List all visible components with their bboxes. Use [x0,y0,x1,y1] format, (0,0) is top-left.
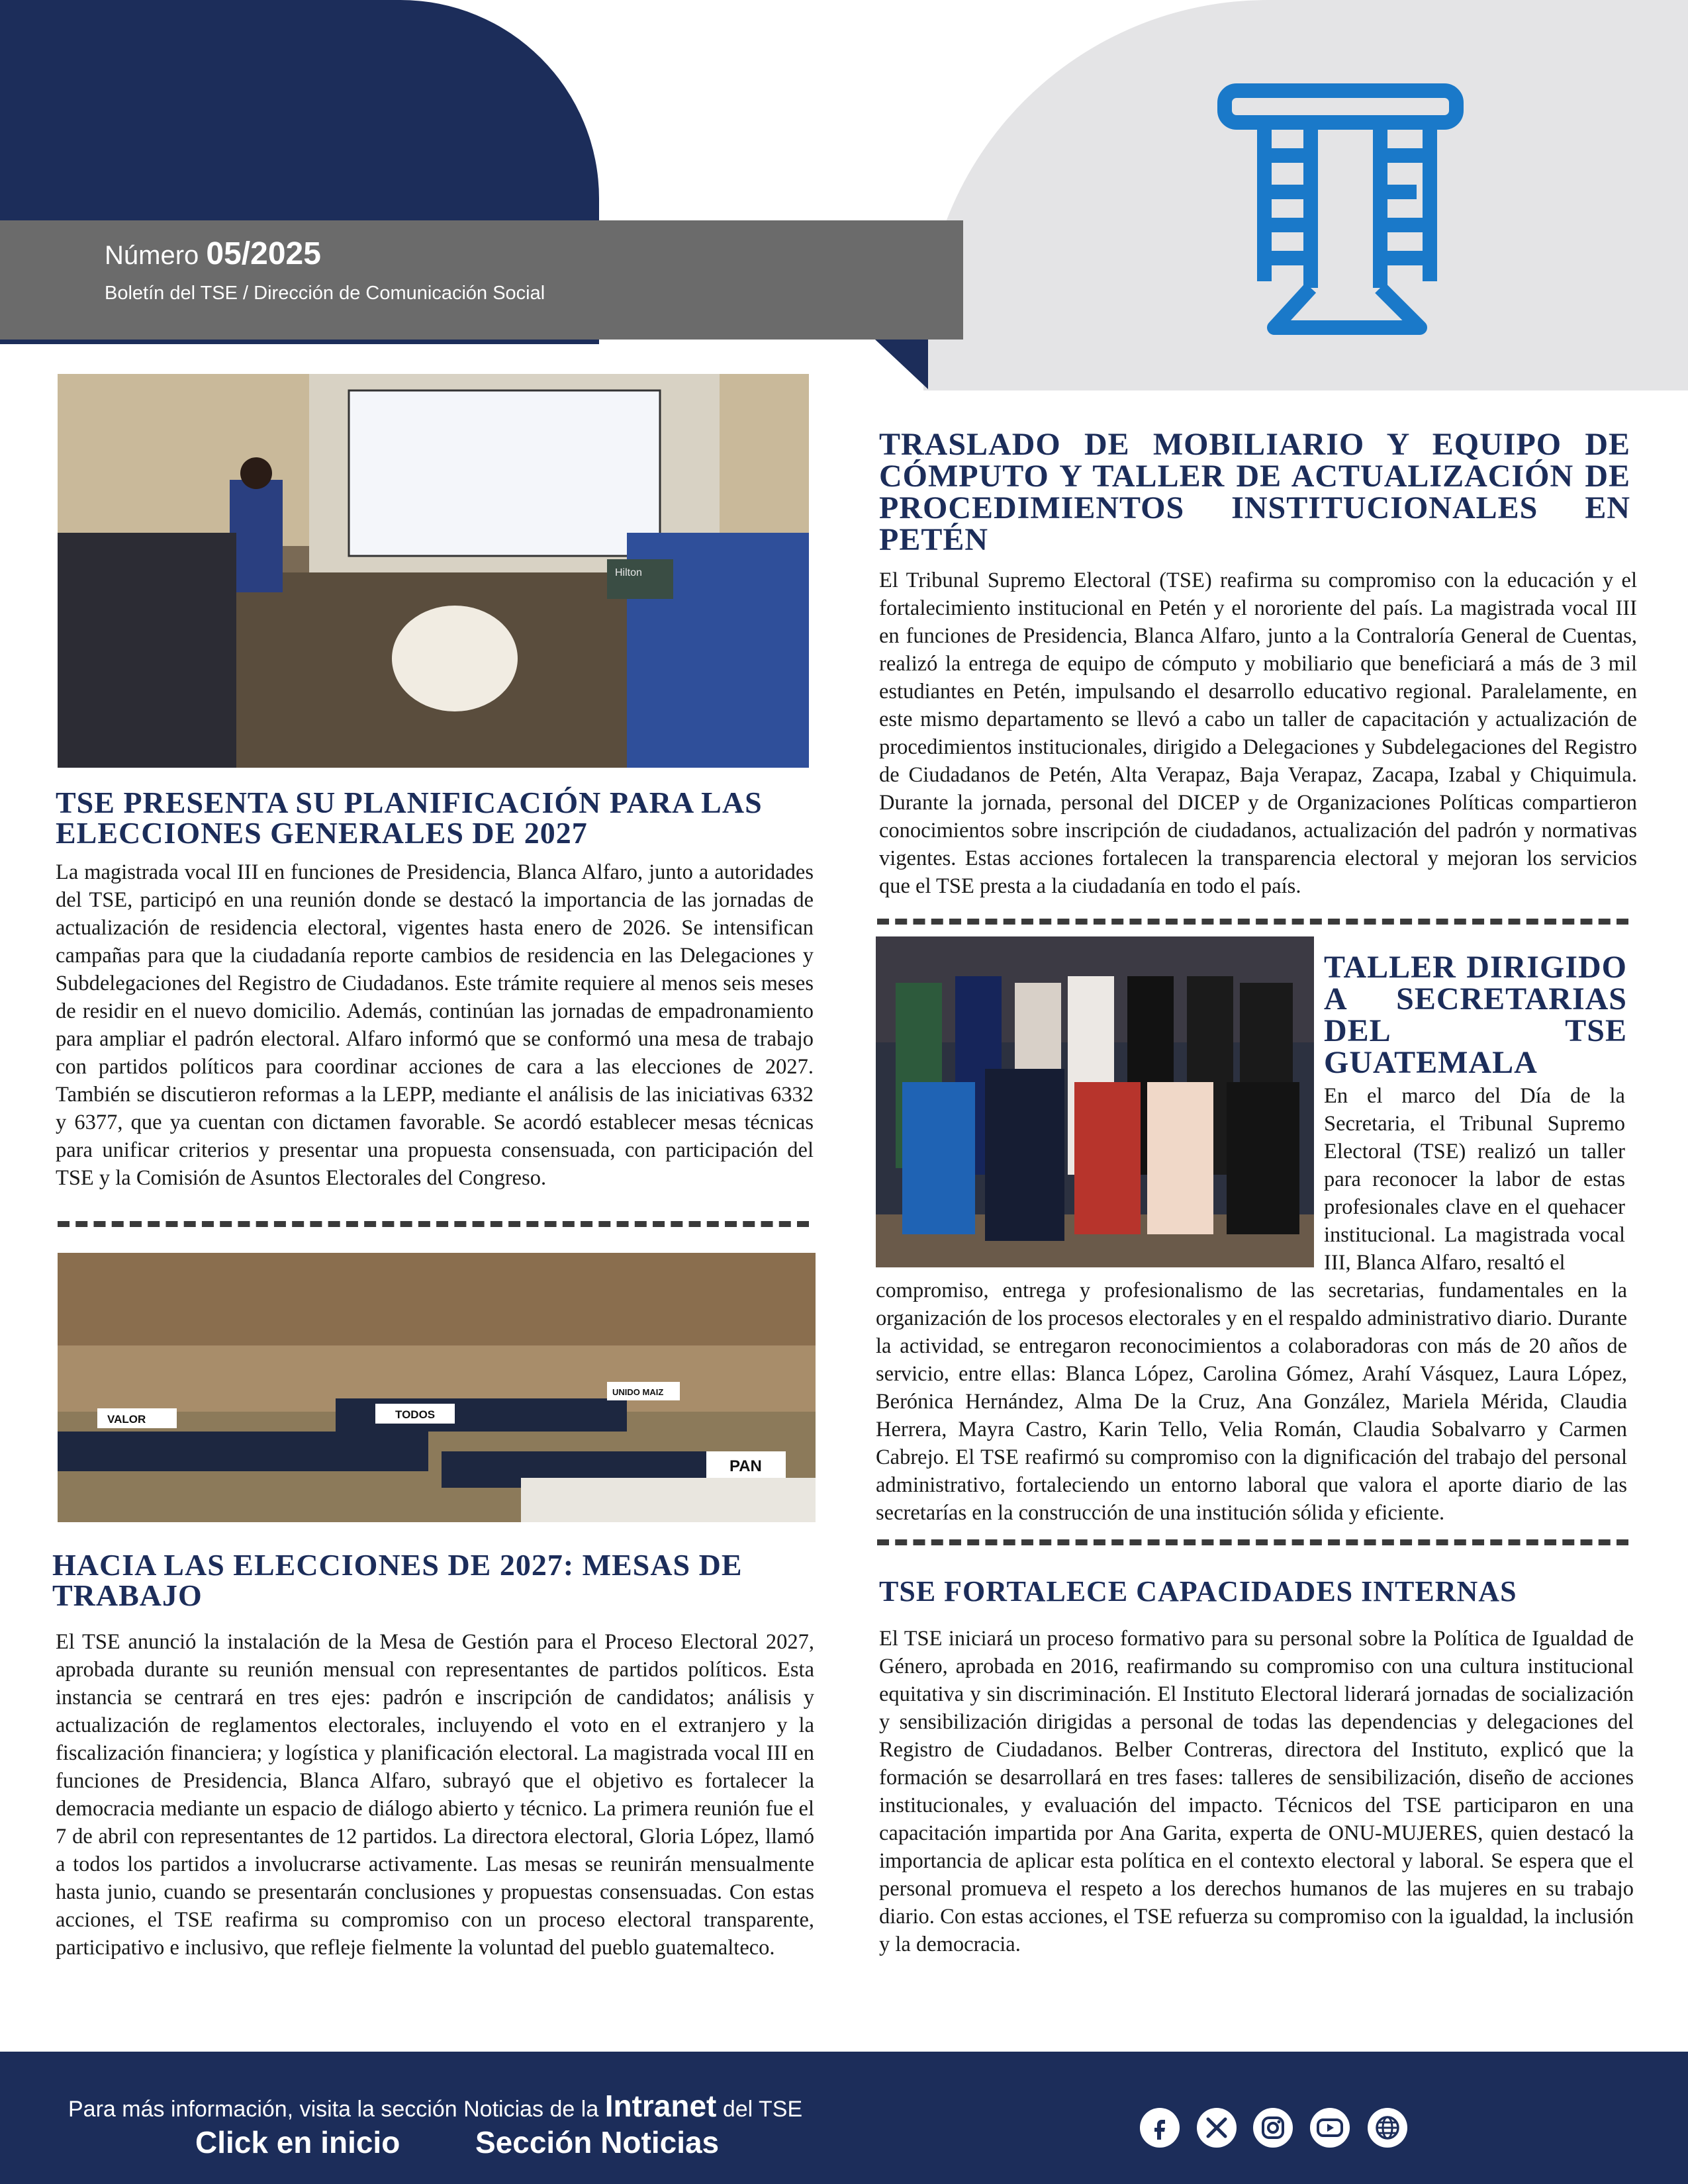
footer-info-text [68,2088,802,2124]
body-secretarias-side: En el marco del Día de la Secretaria, el Tribunal Supremo Electoral (TSE) realizó un taller para reconocer la labor de estas profesionales clave en el quehacer institucional. La magistrada vocal III, Blanca Alfaro, resaltó el [1324,1084,1625,1275]
divider [58,1221,809,1227]
youtube-icon[interactable] [1310,2108,1350,2148]
issue-label: Número [105,241,199,270]
table-sign-unido-maiz: UNIDO MAIZ [612,1387,664,1397]
body-traslado: El Tribunal Supremo Electoral (TSE) reafirma su compromiso con la educación y el fortalecimiento institucional en Petén y el nororiente del país. La magistrada vocal III en funciones de Presidencia, Blanca Alfaro, junto a la Contraloría General de Cuentas, realizó la entrega de equipo de cómputo y mobiliario que beneficiará a más de 3 mil estudiantes en Petén, impulsando el desarrollo educativo regional. Paralelamente, en este mismo departamento se llevó a cabo un taller de capacitación y actualización de procedimientos institucionales, dirigido a Delegaciones y Subdelegaciones del Registro de Ciudadanos de Petén, Alta Verapaz, Baja Verapaz, Zacapa, Izabal y Chiquimula. Durante la jornada, personal del DICEP y de Organizaciones Políticas compartieron conocimientos sobre inscripción de ciudadanos, actualización del padrón y normativas vigentes. Estas acciones fortalecen la transparencia electoral y mejoran los servicios que el TSE presta a la ciudadanía en todo el país. [879,569,1637,898]
table-sign-todos: TODOS [395,1408,436,1421]
title-traslado: TRASLADO DE MOBILIARIO Y EQUIPO DE CÓMPUTO Y TALLER DE ACTUALIZACIÓN DE PROCEDIMIENTOS INSTITUCIONALES EN PETÉN [879,427,1630,557]
body-planificacion: La magistrada vocal III en funciones de Presidencia, Blanca Alfaro, junto a autoridades del TSE, participó en una reunión donde se destacó la importancia de las jornadas de actualización de residencia electoral, vigentes hasta enero de 2026. Se intensifican campañas para que la ciudadanía reporte cambios de residencia en las Delegaciones y Subdelegaciones del Registro de Ciudadanos. Este trámite requiere al menos seis meses de residir en el nuevo domicilio. Además, continúan las jornadas de empadronamiento para ampliar el padrón electoral. Alfaro informó que se conformó una mesa de trabajo con partidos políticos para coordinar acciones de cara a las elecciones de 2027. También se discutieron reformas a la LEPP, mediante el análisis de las iniciativas 6332 y 6377, que ya cuentan con dictamen favorable. Se acordó establecer mesas técnicas para unificar criterios y presentar una propuesta consensuada, con participación del TSE y la Comisión de Asuntos Electorales del Congreso. [56,860,814,1190]
photo-secretarias-group [876,936,1314,1267]
title-planificacion: TSE PRESENTA SU PLANIFICACIÓN PARA LAS ELECCIONES GENERALES DE 2027 [56,786,763,850]
issue-number [105,236,321,272]
facebook-icon[interactable] [1140,2108,1180,2148]
divider [877,1539,1628,1545]
title-capacidades: TSE FORTALECE CAPACIDADES INTERNAS [879,1575,1517,1608]
footer-seccion-noticias[interactable]: Sección Noticias [475,2125,720,2160]
footer-text-before: Para más información, visita la sección Noticias de la [68,2097,599,2122]
header-corner-triangle [875,340,928,389]
footer-click-inicio[interactable]: Click en inicio [195,2125,400,2160]
tse-logo-icon [1211,83,1476,341]
footer-text-after: del TSE [722,2097,803,2122]
table-sign-valor: VALOR [107,1413,146,1426]
title-secretarias: TALLER DIRIGIDO A SECRETARIAS DEL TSE GUATEMALA [1324,950,1627,1080]
photo-planning-meeting [58,374,809,768]
photo-mesas-meeting [58,1253,816,1522]
web-icon[interactable] [1368,2108,1407,2148]
title-mesas: HACIA LAS ELECCIONES DE 2027: MESAS DE TRABAJO [52,1548,743,1612]
body-capacidades: El TSE iniciará un proceso formativo para su personal sobre la Política de Igualdad de Género, aprobada en 2016, reafirmando su compromiso con una cultura institucional equitativa y sin discriminación. El Instituto Electoral liderará jornadas de socialización y sensibilización dirigidas a personal de todas las dependencias y delegaciones del Registro de Ciudadanos. Belber Contreras, directora del Instituto, explicó que la formación se desarrollará en tres fases: talleres de sensibilización, diseño de acciones institucionales, y evaluación del impacto. Técnicos del TSE participaron en una capacitación impartida por Ana Garita, experta de ONU-MUJERES, quien destacó la importancia de aplicar esta política en el contexto electoral y laboral. Se espera que el personal promueva el respeto a los derechos humanos de las mujeres en su trabajo diario. Con estas acciones, el TSE refuerza su compromiso con la igualdad, la inclusión y la democracia. [879,1627,1634,1956]
body-mesas: El TSE anunció la instalación de la Mesa de Gestión para el Proceso Electoral 2027, aprobada durante su reunión mensual con representantes de partidos políticos. Esta instancia se centrará en tres ejes: padrón e inscripción de candidatos; análisis y actualización de reglamentos electorales, incluyendo el voto en el extranjero y la fiscalización financiera; y logística y planificación electoral. La magistrada vocal III en funciones de Presidencia, Blanca Alfaro, subrayó que el objetivo es fortalecer la democracia mediante un espacio de diálogo abierto y técnico. La primera reunión fue el 7 de abril con representantes de 12 partidos. La directora electoral, Gloria López, llamó a todos los partidos a involucrarse activamente. Las mesas se reunirán mensualmente hasta junio, cuando se presentarán conclusiones y propuestas consensuadas. Con estas acciones, el TSE reafirma su compromiso con un proceso electoral transparente, participativo e inclusivo, que refleje fielmente la voluntad del pueblo guatemalteco. [56,1630,814,1960]
divider [877,919,1628,925]
body-secretarias-full: compromiso, entrega y profesionalismo de las secretarias, fundamentales en la organización de los procesos electorales y en el respaldo administrativo diario. Durante la actividad, se entregaron reconocimientos a colaboradoras con más de 20 años de servicio, entre ellas: Blanca López, Carolina Gómez, Arahí Vásquez, Laura López, Berónica Hernández, Alma De la Cruz, Ana González, Mariela Mérida, Claudia Herrera, Mayra Castro, Karin Tello, Velia Román, Claudia Sobalvarro y Carmen Cabrejo. El TSE reafirmó su compromiso con la dignificación del trabajo del personal administrativo, fortaleciendo un entorno laboral que valora el aporte diario de las secretarías en la construcción de una institución sólida y eficiente. [876,1279,1627,1525]
footer-intranet-link[interactable]: Intranet [604,2089,717,2123]
table-sign-pan: PAN [729,1457,762,1475]
instagram-icon[interactable] [1253,2108,1293,2148]
bulletin-subtitle: Boletín del TSE / Dirección de Comunicación Social [105,283,545,304]
issue-value: 05/2025 [206,236,321,271]
x-icon[interactable] [1197,2108,1237,2148]
hotel-sign: Hilton [615,567,642,578]
